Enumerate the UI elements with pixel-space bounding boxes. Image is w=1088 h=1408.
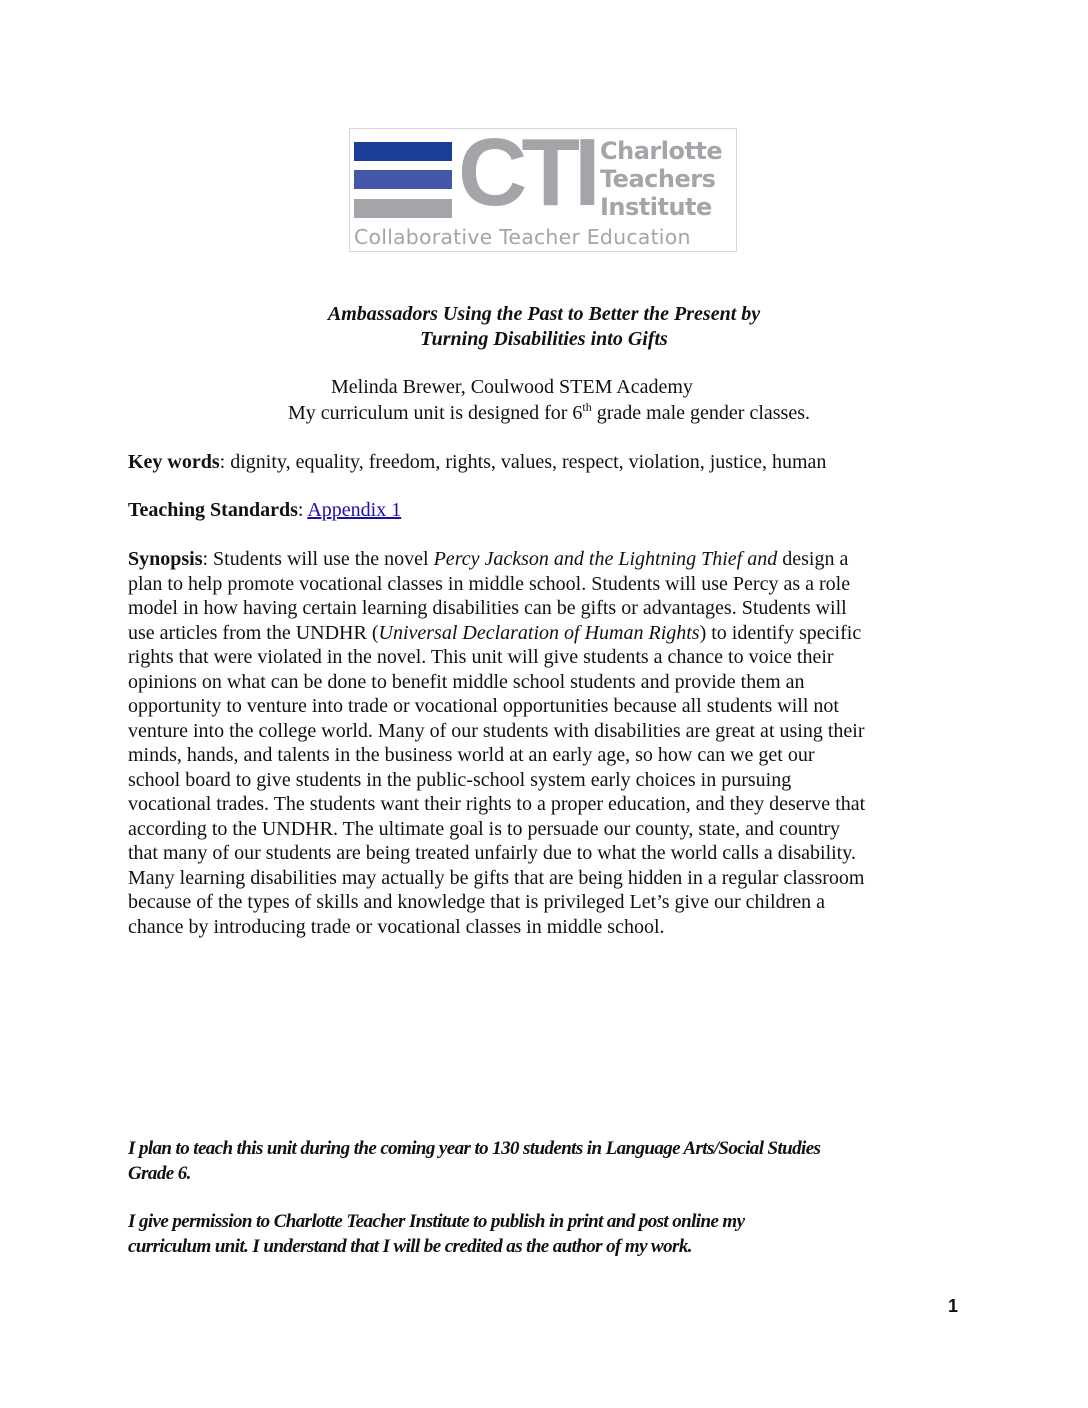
logo-abbr: CTI <box>458 119 595 226</box>
note-line: Grade 6. <box>128 1163 191 1184</box>
logo-name-line: Institute <box>600 193 712 221</box>
synopsis-line: vocational trades. The students want their rights to a proper education, and they deserve that <box>128 793 866 815</box>
designed-for-text: My curriculum unit is designed for 6 <box>288 402 583 424</box>
synopsis-line: chance by introducing trade or vocational classes in middle school. <box>128 915 665 938</box>
novel-title: Percy Jackson and the Lightning Thief and <box>433 548 778 570</box>
teaching-plan-note <box>128 1136 958 1186</box>
designed-for-text-end: grade male gender classes. <box>591 402 810 424</box>
synopsis-line: according to the UNDHR. The ultimate goal is to persuade our county, state, and country <box>128 817 841 840</box>
author-line: Melinda Brewer, Coulwood STEM Academy <box>331 376 693 398</box>
synopsis-line <box>128 547 923 572</box>
document-title-line-1: Ambassadors Using the Past to Better the Present by <box>327 303 761 325</box>
synopsis-line: Many learning disabilities may actually be gifts that are being hidden in a regular classroom <box>128 866 865 889</box>
note-line: curriculum unit. I understand that I will be credited as the author of my work. <box>128 1236 692 1257</box>
synopsis-paragraph <box>128 547 923 939</box>
teaching-standards-paragraph <box>128 498 928 523</box>
document-title-line-2: Turning Disabilities into Gifts <box>420 328 668 350</box>
standards-separator: : <box>297 499 308 521</box>
synopsis-line: plan to help promote vocational classes in middle school. Students will use Percy as a role <box>128 572 851 595</box>
synopsis-line: venture into the college world. Many of our students with disabilities are great at using their <box>128 719 865 742</box>
logo-bar-gray <box>354 199 452 218</box>
logo-name-line: Teachers <box>600 165 716 193</box>
synopsis-label: Synopsis <box>128 548 203 570</box>
synopsis-text: ) to identify specific <box>699 621 862 644</box>
ordinal-suffix: th <box>582 400 592 414</box>
appendix-link[interactable]: Appendix 1 <box>307 499 402 521</box>
keywords-text: : dignity, equality, freedom, rights, values, respect, violation, justice, human <box>219 451 827 473</box>
synopsis-line: rights that were violated in the novel. This unit will give students a chance to voice their <box>128 646 834 668</box>
synopsis-line: opportunity to venture into trade or vocational opportunities because all students will not <box>128 695 839 717</box>
synopsis-text: : Students will use the novel <box>202 548 434 570</box>
note-line: I give permission to Charlotte Teacher Institute to publish in print and post online my <box>128 1211 745 1232</box>
logo-name-line: Charlotte <box>600 137 723 165</box>
undhr-title: Universal Declaration of Human Rights <box>378 621 700 644</box>
synopsis-text: use articles from the UNDHR ( <box>128 621 379 644</box>
synopsis-line: school board to give students in the public-school system early choices in pursuing <box>128 768 792 791</box>
note-line: I plan to teach this unit during the coming year to 130 students in Language Arts/Social Studies <box>128 1138 821 1159</box>
synopsis-line: that many of our students are being treated unfairly due to what the world calls a disability. <box>128 842 856 864</box>
synopsis-line <box>128 621 923 646</box>
cti-logo <box>349 119 737 252</box>
keywords-paragraph <box>128 450 928 475</box>
logo-bar-blue <box>354 170 452 189</box>
page-number: 1 <box>948 1296 959 1316</box>
synopsis-line: minds, hands, and talents in the business world at an early age, so how can we get our <box>128 744 815 766</box>
logo-name <box>600 137 722 221</box>
designed-for-line <box>288 402 810 425</box>
permission-note <box>128 1209 958 1259</box>
logo-bar-dark-blue <box>354 142 452 161</box>
synopsis-line: because of the types of skills and knowledge that is privileged Let’s give our children a <box>128 891 826 913</box>
standards-label: Teaching Standards <box>128 499 298 521</box>
synopsis-line: opinions on what can be done to benefit middle school students and provide them an <box>128 670 805 693</box>
synopsis-text: design a <box>777 548 849 570</box>
logo-tagline: Collaborative Teacher Education <box>354 225 691 249</box>
synopsis-line: model in how having certain learning disabilities can be gifts or advantages. Students will <box>128 597 847 619</box>
keywords-label: Key words <box>128 451 220 473</box>
